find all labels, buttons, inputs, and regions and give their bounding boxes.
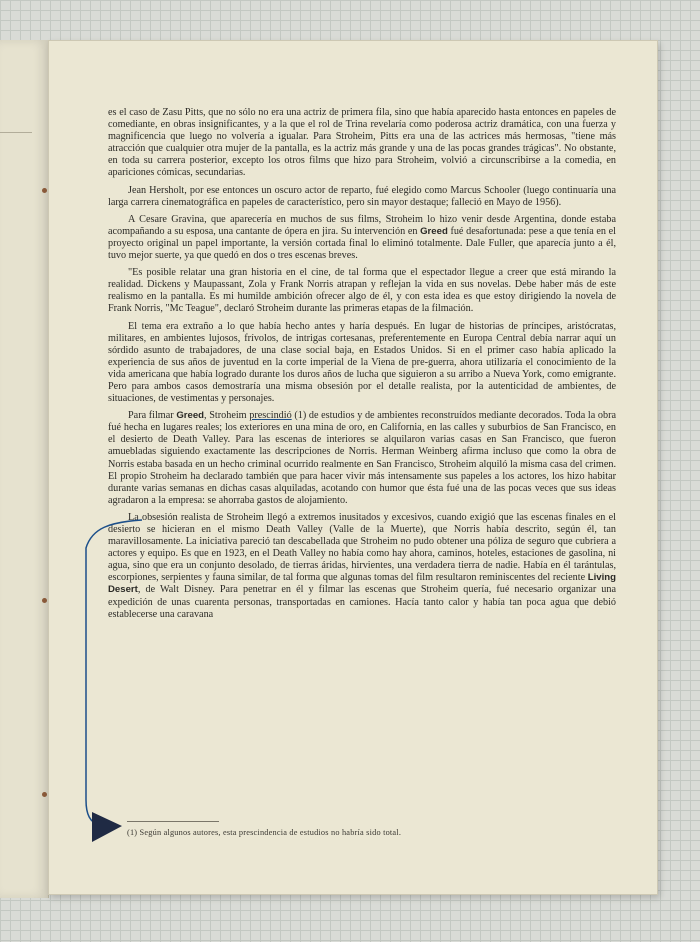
- film-title: Living Desert: [108, 572, 616, 596]
- text-run: fué desafortunada: pese a que tenía en el proyecto original un papel importante, la versión cortada final lo eliminó totalmente. Dale Fuller, que aparecía junto a él, tuvo mejor suerte, ya que quedó en dos o tres escenas breves.: [108, 225, 616, 262]
- footnote: (1) Según algunos autores, esta prescindencia de estudios no habría sido total.: [127, 828, 402, 837]
- left-page-edge: [0, 40, 49, 898]
- text-run: es el caso de Zasu Pitts, que no sólo no era una actriz de primera fila, sino que había aparecido hasta entonces en papeles de comediante, en obras insignificantes, y a la que el rol de Trina revelaría como poderosa actriz dramática, con una fuerza y magnificencia que luego no volvería a igualar. Para Stroheim, Pitts era una de las actrices más hermosas, "tiene más atracción que cualquier otra mujer de la pantalla, es la actriz más grande y una de las pocas grandes trágicas". No obstante, en toda su carrera posterior, excepto los otros films que hizo para Stroheim, volvió a circunscribirse a la comedia, en apariciones cómicas, secundarias.: [108, 107, 616, 179]
- paragraph: [108, 185, 616, 209]
- text-run: , Stroheim: [204, 410, 250, 422]
- underlined-word: prescindió: [249, 410, 292, 422]
- binding-hole: [42, 188, 47, 193]
- paragraph: [108, 512, 616, 621]
- paragraph: [108, 214, 616, 262]
- binding-hole: [42, 598, 47, 603]
- paragraph: [108, 267, 616, 315]
- text-run: A Cesare Gravina, que aparecería en muchos de sus films, Stroheim lo hizo venir desde Argentina, donde estaba acompañando a su esposa, una cantante de ópera en jira. Su intervención en: [108, 213, 616, 237]
- text-run: La obsesión realista de Stroheim llegó a extremos inusitados y excesivos, cuando exigió que las escenas finales en el desierto se hicieran en el mismo Death Valley (Valle de la Muerte), que Norris había descrito, según él, tan maravillosamente. La iniciativa pareció tan descabellada que Stroheim no pudo obtener una póliza de seguro que cubriera a actores y equipo. Es que en 1923, en el Death Valley no había como hay ahora, caminos, hoteles, estaciones de gasolina, ni agua, sino que era un conjunto desolado, de tierras áridas, hirvientes, una verdadera tierra de nadie. Había en él tarántulas, escorpiones, serpientes y fauna similar, de tal forma que algunas tomas del film resultaron reminiscentes del reciente: [108, 511, 616, 584]
- left-page-rule: [0, 132, 32, 133]
- text-run: El tema era extraño a lo que había hecho antes y haría después. En lugar de historias de príncipes, aristócratas, militares, en ambientes lujosos, frívolos, de intrigas cortesanas, preferentemente en Europa Central debía narrar aquí un sórdido asunto de trabajadores, de una clase social baja, en Estados Unidos. Si en el primer caso había aplicado la experiencia de sus años de juventud en la corte imperial de la Viena de pre-guerra, ahora utilizaría el conocimiento de la vida americana que había logrado durante los duros años de lucha que siguieron a su arribo a Nueva York, como emigrante. Pero para ambos casos demostraría una misma obsesión por el detalle realista, por la autenticidad de ambientes, de situaciones, de vestimentas y personajes.: [108, 320, 616, 405]
- text-run: Para filmar: [128, 410, 177, 422]
- book-page: [48, 40, 658, 895]
- paragraph: [108, 321, 616, 406]
- text-run: , de Walt Disney. Para penetrar en él y filmar las escenas que Stroheim quería, fué necesario organizar una expedición de unas cuarenta personas, transportadas en camiones. Hacía tanto calor y había tan poca agua que debió establecerse una caravana: [108, 584, 616, 620]
- paragraph: [108, 107, 616, 180]
- text-run: Jean Hersholt, por ese entonces un oscuro actor de reparto, fué elegido como Marcus Schooler (luego continuaría una larga carrera cinematográfica en papeles de característico, pero sin mayor destaque; falleció en Mayo de 1956).: [108, 184, 616, 208]
- text-run: (1) de estudios y de ambientes reconstruídos mediante decorados. Toda la obra fué hecha en lugares reales; los exteriores en una mina de oro, en California, en las calles y suburbios de San Francisco, en el desierto de Death Valley. Para las escenas de interiores se alquilaron varias casas en San Francisco, que fueron amuebladas siguiendo exactamente las descripciones de Norris. Herman Weinberg afirma incluso que como la obra de Norris estaba basada en un hecho criminal ocurrido realmente en San Francisco, Stroheim alquiló la misma casa del crimen. El propio Stroheim ha declarado también que para hacer vivir más intensamente sus papeles a los actores, los hizo habitar durante varias semanas en dichas casas alquiladas, acotando con humor que ésta fué una de las pocas veces que sus ideas agradaron a la empresa: se ahorraba gastos de alojamiento.: [108, 410, 616, 506]
- film-title: Greed: [176, 410, 205, 422]
- film-title: Greed: [420, 225, 448, 237]
- footnote-rule: [127, 821, 219, 822]
- text-run: "Es posible relatar una gran historia en el cine, de tal forma que el espectador llegue a creer que está mirando la realidad. Dickens y Maupassant, Zola y Frank Norris atrapan y reflejan la vida en sus novelas. Debe haber más de este realismo en la pantalla. Es mi humilde ambición ofrecer algo de él, y con esta idea es que estoy dirigiendo la novela de Frank Norris, "Mc Teague", declaró Stroheim durante las primeras etapas de la filmación.: [108, 267, 616, 315]
- binding-hole: [42, 792, 47, 797]
- body-text: [108, 107, 616, 626]
- paragraph: [108, 410, 616, 507]
